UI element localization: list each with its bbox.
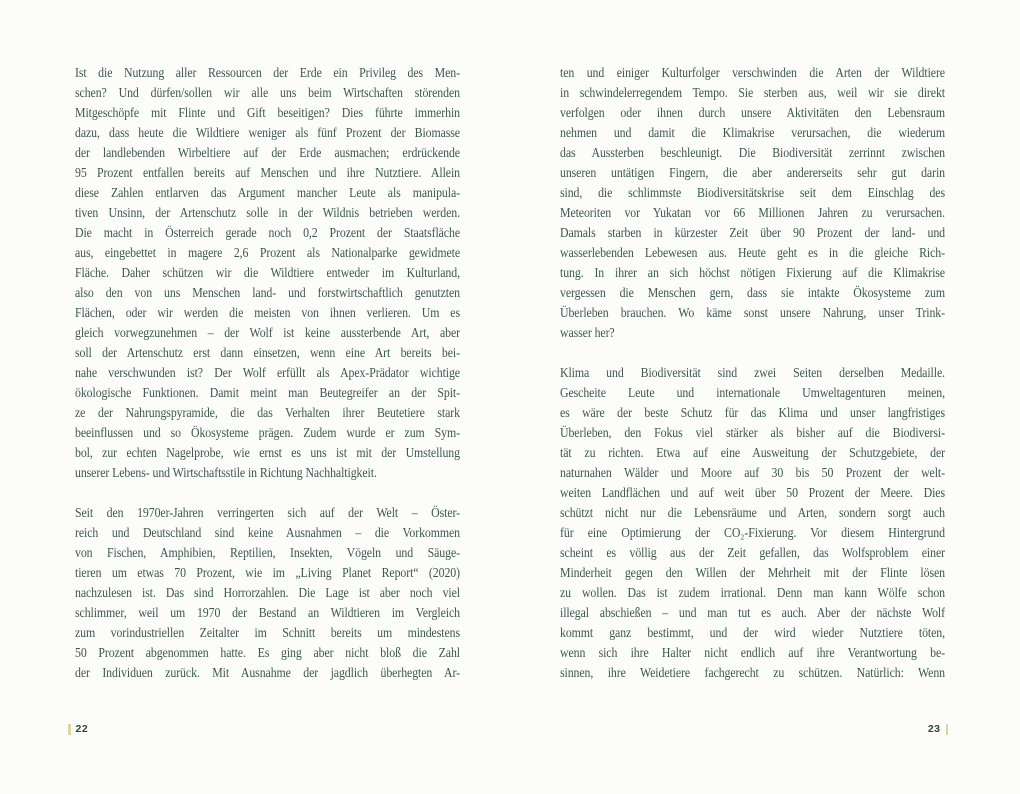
text-line: schlimmer, weil um 1970 der Bestand an Wildtieren im Vergleich (75, 605, 460, 620)
text-line: nachzulesen ist. Das sind Horrorzahlen. Die Lage ist aber noch viel (75, 585, 460, 600)
text-line: für eine Optimierung der CO₂-Fixierung. Vor diesem Hintergrund (560, 525, 945, 540)
page-left-text (75, 63, 460, 683)
text-line: 95 Prozent entfallen bereits auf Menschen und ihre Nutztiere. Allein (75, 165, 460, 180)
text-line: tung. In ihrer an sich höchst nötigen Fixierung auf die Klimakrise (560, 265, 945, 280)
text-line: Die macht in Österreich gerade noch 0,2 Prozent der Staatsfläche (75, 225, 460, 240)
text-line: bol, zur echten Nagelprobe, wie ernst es uns ist mit der Umstellung (75, 445, 460, 460)
text-line: zu wollen. Das ist zudem irrational. Denn man kann Wölfe schon (560, 585, 945, 600)
paragraph (75, 63, 460, 483)
page-number-left: 22 (75, 723, 89, 735)
text-line: Flächen, oder wir werden die meisten von ihnen verlieren. Um es (75, 305, 460, 320)
text-line: ze der Nahrungspyramide, die das Verhalten ihrer Beutetiere stark (75, 405, 460, 420)
text-line: Überleben, den Fokus viel stärker als bisher auf die Biodiversi- (560, 425, 945, 440)
page-right-folio (928, 723, 948, 735)
text-line: Ist die Nutzung aller Ressourcen der Erde ein Privileg des Men- (75, 65, 460, 80)
text-line: Überleben brauchen. Wo käme sonst unsere Nahrung, unser Trink- (560, 305, 945, 320)
folio-bar-icon (946, 724, 949, 735)
text-line: unserer Lebens- und Wirtschaftsstile in Richtung Nachhaltigkeit. (75, 465, 377, 480)
text-line: nehmen und damit die Klimakrise verursachen, die wiederum (560, 125, 945, 140)
text-line: reich und Deutschland sind keine Ausnahmen – die Vorkommen (75, 525, 460, 540)
text-line: Fläche. Daher schützen wir die Wildtiere entweder im Kulturland, (75, 265, 460, 280)
page-left-folio (68, 723, 88, 735)
text-line: Minderheit gegen den Willen der Mehrheit mit der Flinte lösen (560, 565, 945, 580)
text-line: beeinflussen und so Ökosysteme prägen. Zudem wurde er zum Sym- (75, 425, 460, 440)
text-line: wasserlebenden Lebewesen aus. Heute geht es in die gleiche Rich- (560, 245, 945, 260)
text-line: wasser her? (560, 325, 615, 340)
text-line: der landlebenden Wirbeltiere auf der Erde ausmachen; erdrückende (75, 145, 460, 160)
page-right-text (560, 63, 945, 683)
text-line: sind, die schlimmste Biodiversitätskrise seit dem Einschlag des (560, 185, 945, 200)
text-line: tät zu richten. Etwa auf eine Ausweitung der Schutzgebiete, der (560, 445, 945, 460)
text-line: sinnen, ihre Weidetiere fachgerecht zu schützen. Natürlich: Wenn (560, 665, 945, 680)
text-line: ökologische Funktionen. Damit meint man Beutegreifer an der Spit- (75, 385, 460, 400)
text-line: scheint es völlig aus der Zeit gefallen, das Wolfsproblem einer (560, 545, 945, 560)
text-line: der Individuen zurück. Mit Ausnahme der jagdlich überhegten Ar- (75, 665, 460, 680)
text-line: in schwindelerregendem Tempo. Sie sterben aus, weil wir sie direkt (560, 85, 945, 100)
text-line: vergessen die Menschen gern, dass sie intakte Ökosysteme zum (560, 285, 945, 300)
text-line: von Fischen, Amphibien, Reptilien, Insekten, Vögeln und Säuge- (75, 545, 460, 560)
text-line: gleich vorwegzunehmen – der Wolf ist keine aussterbende Art, aber (75, 325, 460, 340)
text-line: soll der Artenschutz erst dann einsetzen, wenn eine Art bereits bei- (75, 345, 460, 360)
text-line: diese Zahlen entlarven das Argument mancher Leute als manipula- (75, 185, 460, 200)
text-line: schen? Und dürfen/sollen wir alle uns beim Wirtschaften störenden (75, 85, 460, 100)
text-line: Damals starben in kürzester Zeit über 90 Prozent der land- und (560, 225, 945, 240)
paragraph (560, 363, 945, 683)
text-line: wenn sich ihre Halter nicht endlich auf ihre Verantwortung be- (560, 645, 945, 660)
text-line: tiven Unsinn, der Artenschutz solle in der Wildnis betrieben werden. (75, 205, 460, 220)
text-line: es wäre der beste Schutz für das Klima und unser langfristiges (560, 405, 945, 420)
text-line: schützt nicht nur die Lebensräume und Arten, sondern sorgt auch (560, 505, 945, 520)
text-line: also den von uns Menschen land- und forstwirtschaftlich genutzten (75, 285, 460, 300)
text-line: unseren untätigen Fingern, die aber andererseits sehr gut darin (560, 165, 945, 180)
text-line: Klima und Biodiversität sind zwei Seiten derselben Medaille. (560, 365, 945, 380)
text-line: naturnahen Wälder und Moore auf 30 bis 50 Prozent der welt- (560, 465, 945, 480)
text-line: nahe verschwunden ist? Der Wolf erfüllt als Apex-Prädator wichtige (75, 365, 460, 380)
text-line: kommt ganz bestimmt, und der wird wieder Nutztiere töten, (560, 625, 945, 640)
paragraph (75, 503, 460, 683)
text-line: weiten Landflächen und auf weit über 50 Prozent der Meere. Dies (560, 485, 945, 500)
text-line: illegal abschießen – und man tut es auch. Aber der nächste Wolf (560, 605, 945, 620)
text-line: Gescheite Leute und internationale Umweltagenturen meinen, (560, 385, 945, 400)
text-line: zum vorindustriellen Zeitalter im Schnitt bereits um mindestens (75, 625, 460, 640)
text-line: 50 Prozent abgenommen hatte. Es ging aber nicht bloß die Zahl (75, 645, 460, 660)
text-line: Meteoriten vor Yukatan vor 66 Millionen Jahren zu verursachen. (560, 205, 945, 220)
text-line: das Aussterben beschleunigt. Die Biodiversität zerrinnt zwischen (560, 145, 945, 160)
text-line: ten und einiger Kulturfolger verschwinden die Arten der Wildtiere (560, 65, 945, 80)
text-line: verfolgen oder ihnen durch unsere Aktivitäten den Lebensraum (560, 105, 945, 120)
text-line: dazu, dass heute die Wildtiere weniger als fünf Prozent der Biomasse (75, 125, 460, 140)
text-line: Mitgeschöpfe mit Flinte und Gift beseitigen? Dies führte immerhin (75, 105, 460, 120)
folio-bar-icon (68, 724, 71, 735)
text-line: tieren um etwas 70 Prozent, wie im „Living Planet Report“ (2020) (75, 565, 460, 580)
paragraph (560, 63, 945, 343)
text-line: Seit den 1970er-Jahren verringerten sich auf der Welt – Öster- (75, 505, 460, 520)
text-line: aus, eingebettet in magere 2,6 Prozent als Nationalparke gewidmete (75, 245, 460, 260)
page-number-right: 23 (927, 723, 941, 735)
